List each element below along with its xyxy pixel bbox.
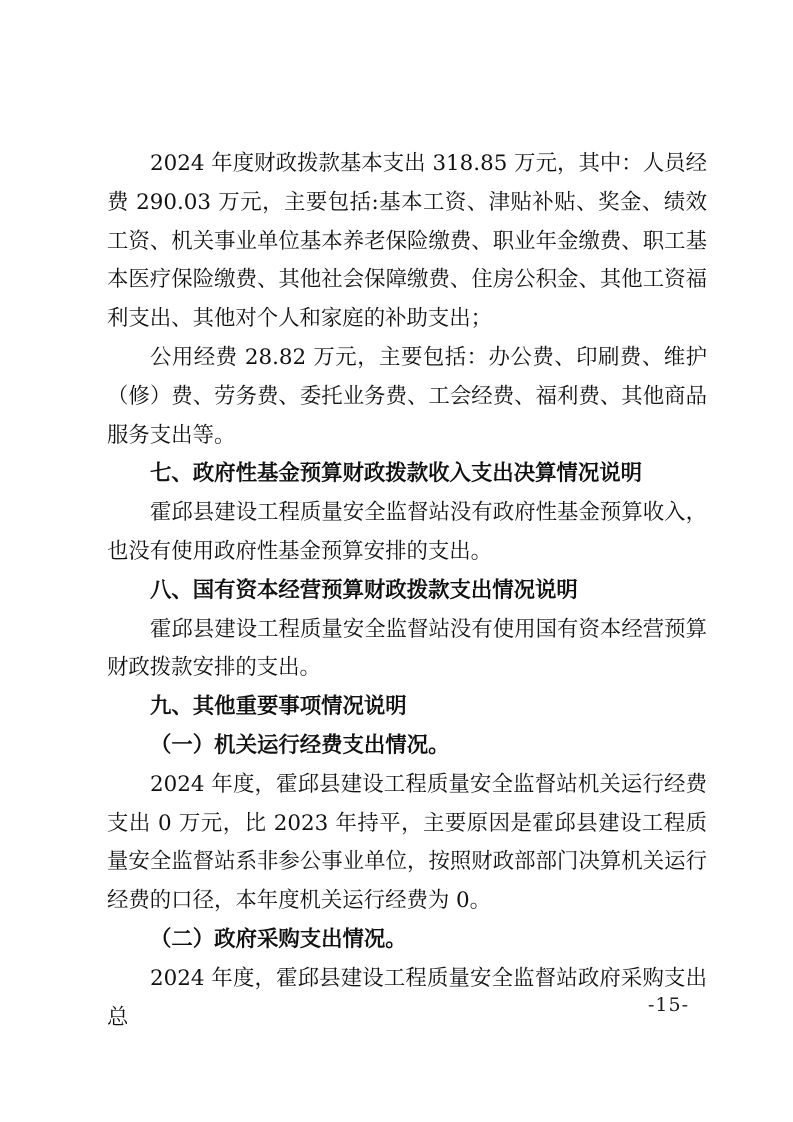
heading-section-eight: 八、国有资本经营预算财政拨款支出情况说明 bbox=[150, 577, 578, 603]
paragraph-public-funds: 公用经费 28.82 万元，主要包括：办公费、印刷费、维护（修）费、劳务费、委托业务费、工会经费、福利费、其他商品服务支出等。 bbox=[107, 344, 707, 448]
paragraph-gov-procurement: 2024 年度，霍邱县建设工程质量安全监督站政府采购支出总 bbox=[107, 965, 707, 1030]
paragraph-agency-operating-expense: 2024 年度，霍邱县建设工程质量安全监督站机关运行经费支出 0 万元，比 2023 年持平，主要原因是霍邱县建设工程质量安全监督站系非参公事业单位，按照财政部部门决算机关运行经费的口径，本年度机关运行经费为 0。 bbox=[107, 771, 707, 914]
page-number: -15- bbox=[648, 994, 690, 1016]
paragraph-section-eight-body: 霍邱县建设工程质量安全监督站没有使用国有资本经营预算财政拨款安排的支出。 bbox=[107, 616, 707, 681]
paragraph-section-seven-body: 霍邱县建设工程质量安全监督站没有政府性基金预算收入，也没有使用政府性基金预算安排的支出。 bbox=[107, 500, 707, 564]
heading-subsection-one: （一）机关运行经费支出情况。 bbox=[150, 732, 450, 758]
heading-section-seven: 七、政府性基金预算财政拨款收入支出决算情况说明 bbox=[150, 461, 642, 487]
heading-section-nine: 九、其他重要事项情况说明 bbox=[150, 694, 407, 720]
document-body bbox=[107, 145, 707, 1037]
heading-subsection-two: （二）政府采购支出情况。 bbox=[150, 926, 407, 952]
paragraph-fiscal-basic-expenditure: 2024 年度财政拨款基本支出 318.85 万元，其中：人员经费 290.03 万元，主要包括:基本工资、津贴补贴、奖金、绩效工资、机关事业单位基本养老保险缴费、职业年金缴费、职工基本医疗保险缴费、其他社会保障缴费、住房公积金、其他工资福利支出、其他对个人和家庭的补助支出； bbox=[107, 151, 707, 332]
